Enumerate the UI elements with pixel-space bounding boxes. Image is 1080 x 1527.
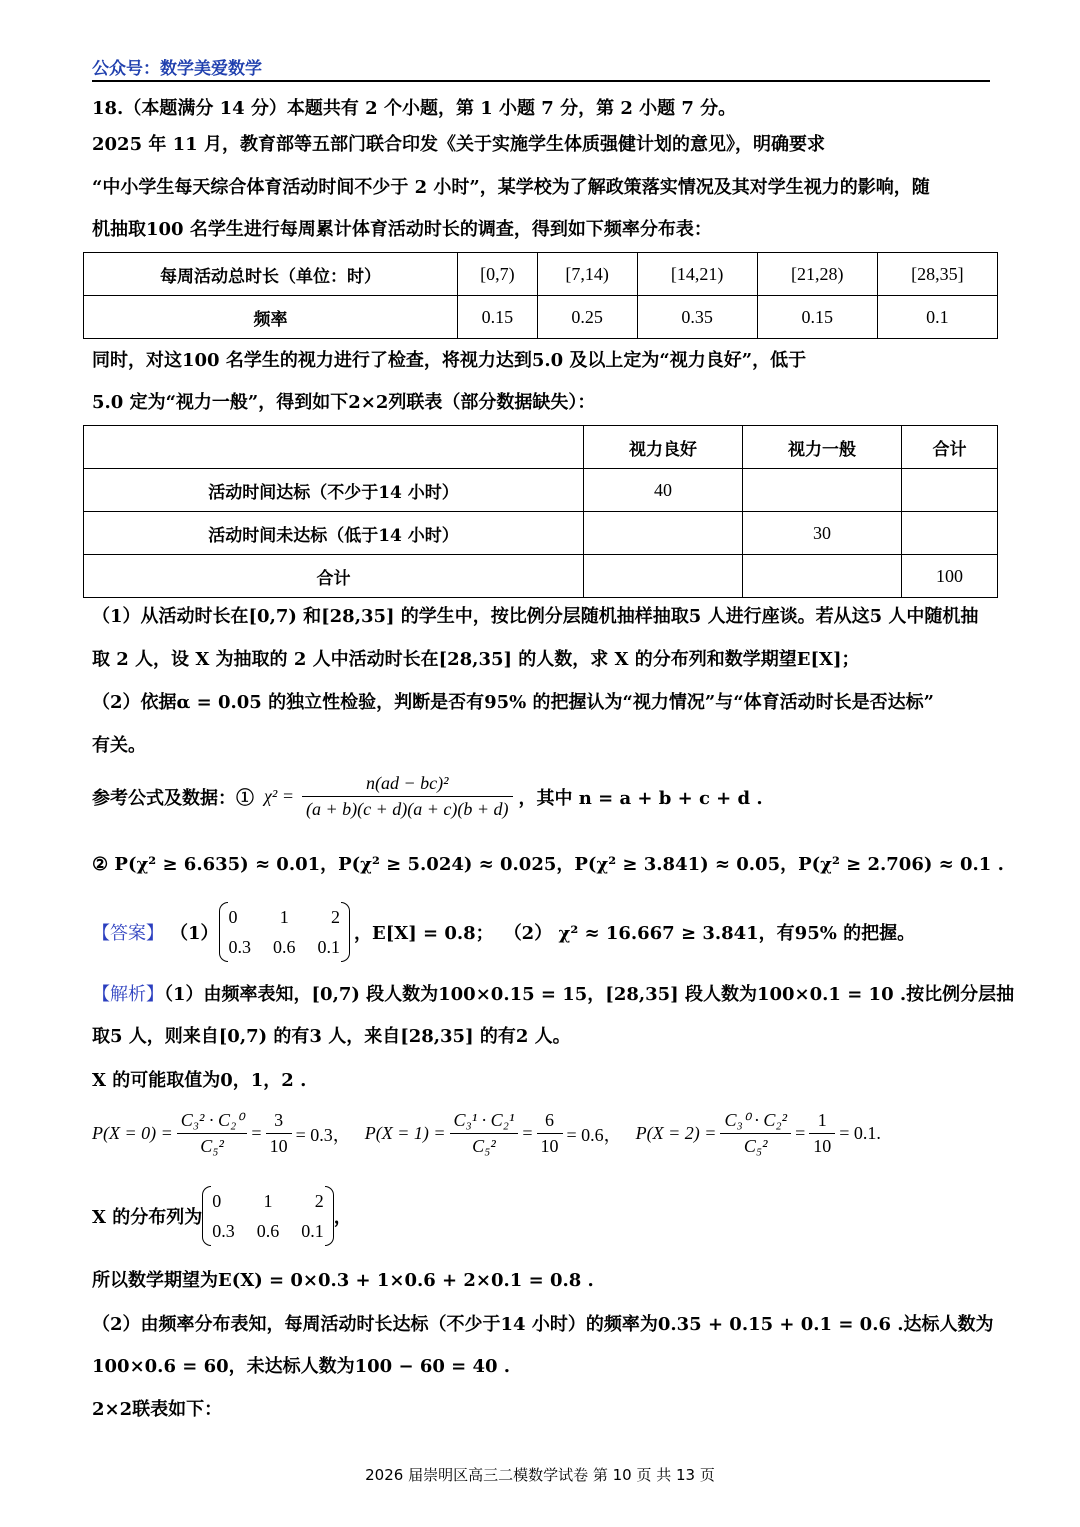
text-mid-1: 同时，对这100 名学生的视力进行了检查，将视力达到5.0 及以上定为“视力良好”，低于 [92,350,807,371]
p0-comb-fraction [177,1110,248,1157]
freq-cell: 0.1 [877,296,997,339]
contingency-cell [743,555,902,598]
p1-frac-den: 10 [540,1136,559,1156]
analysis-q2-b: 100×0.6 = 60，未达标人数为100 − 60 = 40 . [92,1356,511,1377]
answer-tag: 【答案】 [92,923,164,944]
contingency-row-label: 活动时间未达标（低于14 小时） [84,512,584,555]
p2-numerator: C₃⁰ · C₂² [720,1110,791,1134]
matrix-row-bottom [229,932,341,962]
p0-value: = 0.3， [295,1124,351,1145]
freq-cell: 0.25 [537,296,637,339]
matrix-cell: 0 [212,1191,222,1211]
question-2-b: 有关。 [92,735,146,756]
p0-numerator: C₃² · C₂⁰ [177,1110,248,1134]
analysis-line-2: 取5 人，则来自[0,7) 的有3 人，来自[28,35] 的有2 人。 [92,1026,571,1047]
analysis-text-1: （1）由频率表知，[0,7) 段人数为100×0.15 = 15，[28,35] 段人数为100×0.1 = 10 .按比例分层抽 [164,984,1015,1005]
frequency-table [83,252,998,339]
p2-equals: = [795,1123,806,1143]
p0-value-fraction [266,1110,292,1157]
problem-intro-2: “中小学生每天综合体育活动时间不少于 2 小时”，某学校为了解政策落实情况及其对学生视力的影响，随 [92,177,930,198]
contingency-cell: 100 [902,555,998,598]
matrix-cell: 0.3 [228,937,252,957]
chi-fraction [302,773,513,820]
contingency-header: 合计 [902,426,998,469]
contingency-cell [584,555,743,598]
distribution-matrix [202,1186,334,1246]
p2-frac-num: 1 [809,1110,835,1134]
answer-part1: （1） [170,923,219,944]
matrix-cell: 0.6 [256,1221,280,1241]
matrix-cell: 0 [228,907,238,927]
contingency-table [83,425,998,598]
question-1-a: （1）从活动时长在[0,7) 和[28,35] 的学生中，按比例分层随机抽样抽取5 人进行座谈。若从这5 人中随机抽 [92,606,979,627]
dist-row-bottom [212,1216,324,1246]
freq-cell: 0.15 [458,296,538,339]
p0-frac-den: 10 [269,1136,288,1156]
p0-equals: = [251,1123,262,1143]
distribution-line [92,1186,352,1246]
probability-calculations [92,1110,881,1157]
analysis-tag: 【解析】 [92,984,164,1005]
chi-tail: ，其中 n = a + b + c + d . [518,787,763,809]
p1-comb-fraction [450,1110,519,1157]
page-header [92,50,990,82]
p1-numerator: C₃¹ · C₂¹ [450,1110,519,1134]
analysis-q2-a: （2）由频率分布表知，每周活动时长达标（不少于14 小时）的频率为0.35 + 0.15 + 0.1 = 0.6 .达标人数为 [92,1314,994,1335]
matrix-cell: 0.1 [317,937,341,957]
problem-intro-3: 机抽取100 名学生进行每周累计体育活动时长的调查，得到如下频率分布表： [92,219,712,240]
answer-line [92,902,915,962]
matrix-row-top [229,902,341,932]
interval-cell: [14,21) [637,253,757,296]
matrix-cell: 1 [263,1191,273,1211]
interval-cell: [0,7) [458,253,538,296]
question-1-b: 取 2 人，设 X 为抽取的 2 人中活动时长在[28,35] 的人数，求 X 的分布列和数学期望E[X]； [92,649,860,670]
contingency-cell: 30 [743,512,902,555]
contingency-cell [902,469,998,512]
dist-row-top [212,1186,324,1216]
p1-lhs: P(X = 1) = [364,1123,446,1143]
contingency-cell [584,512,743,555]
answer-distribution-matrix [219,902,351,962]
contingency-row-label: 合计 [84,555,584,598]
matrix-cell: 2 [331,907,341,927]
analysis-line-3: X 的可能取值为0，1，2 . [92,1070,307,1091]
dist-label: X 的分布列为 [92,1207,203,1228]
contingency-header: 视力良好 [584,426,743,469]
contingency-row-label: 活动时间达标（不少于14 小时） [84,469,584,512]
p1-equals: = [522,1123,533,1143]
p1-value-fraction [537,1110,563,1157]
page-footer: 2026 届崇明区高三二模数学试卷 第 10 页 共 13 页 [365,1466,715,1484]
p2-value: = 0.1. [839,1123,881,1143]
expectation-line: 所以数学期望为E(X) = 0×0.3 + 1×0.6 + 2×0.1 = 0.8 . [92,1270,594,1291]
contingency-header [84,426,584,469]
p1-value: = 0.6， [566,1124,622,1145]
interval-cell: [7,14) [537,253,637,296]
reference-label: 参考公式及数据：① [92,787,254,809]
interval-cell: [28,35] [877,253,997,296]
interval-cell: [21,28) [757,253,877,296]
problem-title: 18.（本题满分 14 分）本题共有 2 个小题，第 1 小题 7 分，第 2 小题 7 分。 [92,98,737,119]
analysis-q2-c: 2×2联表如下： [92,1399,223,1420]
contingency-cell: 40 [584,469,743,512]
chi-lhs: χ² = [264,786,294,806]
freq-cell: 0.15 [757,296,877,339]
contingency-cell [902,512,998,555]
header-text: 公众号：数学美爱数学 [92,59,262,79]
freq-cell: 0.35 [637,296,757,339]
matrix-cell: 0.6 [273,937,296,957]
p1-frac-num: 6 [537,1110,563,1134]
matrix-cell: 1 [279,907,289,927]
answer-expectation: ，E[X] = 0.8； [354,923,494,944]
answer-part2: （2） χ² ≈ 16.667 ≥ 3.841，有95% 的把握。 [503,923,916,944]
freq-row-label: 频率 [84,296,458,339]
matrix-cell: 0.1 [301,1221,324,1241]
question-2-a: （2）依据α = 0.05 的独立性检验，判断是否有95% 的把握认为“视力情况”与“体育活动时长是否达标” [92,692,934,713]
p0-lhs: P(X = 0) = [92,1123,173,1143]
p0-frac-num: 3 [266,1110,292,1134]
p2-frac-den: 10 [813,1136,832,1156]
p2-lhs: P(X = 2) = [635,1123,717,1143]
dist-tail: ， [333,1207,352,1228]
matrix-cell: 2 [314,1191,324,1211]
reference-formula [92,773,763,820]
p0-denominator: C₅² [200,1136,224,1156]
chi-numerator: n(ad − bc)² [302,773,513,797]
problem-intro-1: 2025 年 11 月，教育部等五部门联合印发《关于实施学生体质强健计划的意见》，明确要求 [92,134,825,155]
p2-comb-fraction [720,1110,791,1157]
p2-value-fraction [809,1110,835,1157]
p2-denominator: C₅² [743,1136,768,1156]
analysis-line-1 [92,980,1014,1006]
reference-probabilities: ② P(χ² ≥ 6.635) ≈ 0.01，P(χ² ≥ 5.024) ≈ 0.025，P(χ² ≥ 3.841) ≈ 0.05，P(χ² ≥ 2.706) ≈ 0.1 . [92,854,1004,875]
chi-denominator: (a + b)(c + d)(a + c)(b + d) [305,799,509,819]
matrix-cell: 0.3 [212,1221,235,1241]
text-mid-2: 5.0 定为“视力一般”，得到如下2×2列联表（部分数据缺失）： [92,392,596,413]
freq-header-label: 每周活动总时长（单位：时） [84,253,458,296]
p1-denominator: C₅² [472,1136,496,1156]
contingency-header: 视力一般 [743,426,902,469]
contingency-cell [743,469,902,512]
